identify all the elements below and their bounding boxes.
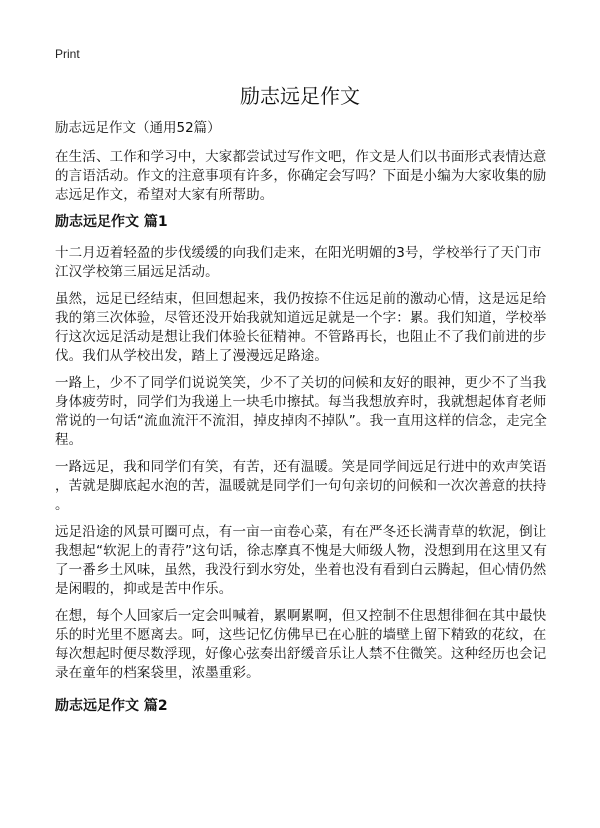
text-line: 。 (55, 497, 69, 513)
text-line: 行这次远足活动是想让我们体验长征精神。不管路再长，也阻止不了我们前进的步 (55, 329, 547, 345)
text-line: 程。 (55, 432, 83, 448)
text-line: 录在童年的档案袋里，浓墨重彩。 (55, 665, 260, 681)
article-subtitle: 励志远足作文（通用52篇） (55, 120, 221, 136)
text-line: 一路远足，我和同学们有笑，有苦，还有温暖。笑是同学间远足行进中的欢声笑语 (55, 459, 547, 475)
article-body (55, 119, 555, 728)
text-line: 伐。我们从学校出发，踏上了漫漫远足路途。 (55, 348, 328, 364)
text-line: 乐的时光里不愿离去。呵，这些记忆仿佛早已在心脏的墙壁上留下精致的花纹，在 (55, 627, 547, 643)
text-line: ，苦就是脚底起水泡的苦，温暖就是同学们一句句亲切的问候和一次次善意的扶持 (55, 478, 547, 494)
text-line: 我想起“软泥上的青荇”这句话，徐志摩真不愧是大师级人物，没想到用在这里又有 (55, 543, 548, 559)
paragraph (55, 374, 555, 450)
text-line: 江汉学校第三届远足活动。 (55, 264, 219, 280)
text-line: 在生活、工作和学习中，大家都尝试过写作文吧，作文是人们以书面形式表情达意 (55, 149, 547, 165)
paragraph (55, 458, 555, 515)
text-line: 我的第三次体验，尽管还没开始我就知道远足就是一个字：累。我们知道，学校举 (55, 310, 547, 326)
paragraph (55, 523, 555, 599)
section-heading-2: 励志远足作文 篇2 (55, 698, 168, 714)
text-line: 志远足作文，希望对大家有所帮助。 (55, 187, 274, 203)
text-line: 身体疲劳时，同学们为我递上一块毛巾擦拭。每当我想放弃时，我就想起体育老师 (55, 394, 547, 410)
text-line: 是闲暇的，抑或是苦中作乐。 (55, 581, 233, 597)
print-link[interactable]: Print (55, 47, 80, 61)
section-heading-1: 励志远足作文 篇1 (55, 214, 168, 230)
text-line: 每次想起时便尽数浮现，好像心弦奏出舒缓音乐让人禁不住微笑。这种经历也会记 (55, 646, 547, 662)
text-line: 了一番乡土风味，虽然，我没行到水穷处，坐着也没有看到白云腾起，但心情仍然 (55, 562, 547, 578)
section-1-paragraphs (55, 244, 555, 683)
text-line: 的言语活动。作文的注意事项有许多，你确定会写吗？下面是小编为大家收集的励 (55, 168, 547, 184)
text-line: 虽然，远足已经结束，但回想起来，我仍按捺不住远足前的激动心情，这是远足给 (55, 291, 547, 307)
intro-paragraph (55, 148, 555, 205)
text-line: 常说的一句话“流血流汗不流泪，掉皮掉肉不掉队”。我一直用这样的信念，走完全 (55, 413, 548, 429)
page-title: 励志远足作文 (240, 84, 360, 108)
paragraph (55, 290, 555, 366)
text-line: 远足沿途的风景可圈可点，有一亩一亩卷心菜，有在严冬还长满青草的软泥，倒让 (55, 524, 547, 540)
text-line: 一路上，少不了同学们说说笑笑，少不了关切的问候和友好的眼神，更少不了当我 (55, 375, 547, 391)
text-line: 在想，每个人回家后一定会叫喊着，累啊累啊，但又控制不住思想徘徊在其中最快 (55, 608, 547, 624)
text-line: 十二月迈着轻盈的步伐缓缓的向我们走来，在阳光明媚的3号，学校举行了天门市 (55, 245, 542, 261)
paragraph (55, 607, 555, 683)
paragraph (55, 244, 555, 282)
